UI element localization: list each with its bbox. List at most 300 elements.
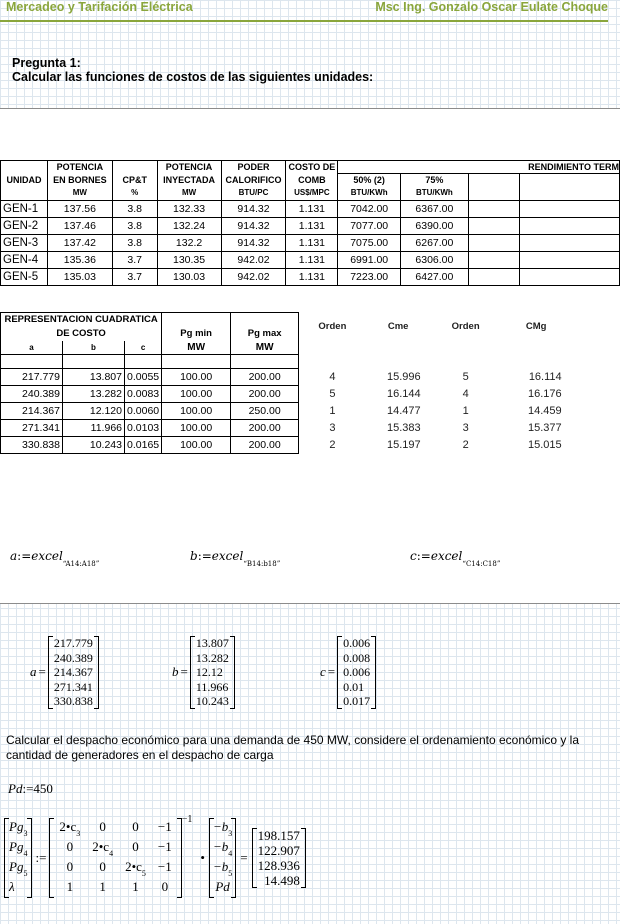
unit-name: GEN-4: [1, 252, 48, 269]
coef-cell: [53, 858, 86, 878]
def-b-op: :=: [197, 549, 212, 563]
unit-cell: 914.32: [221, 201, 286, 218]
rhs-cell: [213, 878, 232, 898]
cost-cell: 16.114: [528, 370, 562, 383]
vector-c-label: c: [320, 664, 326, 680]
table-row: [1, 386, 572, 403]
cost-cell: 16.144: [386, 387, 421, 400]
coef-cell: [86, 858, 119, 878]
cost-cell: 217.779: [1, 369, 63, 386]
coef-text: 1: [99, 879, 106, 894]
unit-cell: 6367.00: [401, 201, 469, 218]
unit-cell: 1.131: [286, 201, 338, 218]
th-cmg: CMg: [525, 320, 547, 332]
lhs-row: [9, 838, 27, 858]
th-pgmax: [231, 313, 299, 342]
excel-embed[interactable]: [0, 108, 620, 604]
table-row: [1, 269, 620, 286]
header-author: Msc Ing. Gonzalo Oscar Eulate Choque: [375, 0, 608, 14]
empty-cell: [468, 218, 519, 235]
vector-b-value: 11.966: [195, 679, 229, 694]
th-a: a: [1, 341, 63, 355]
rhs-row: [213, 818, 232, 838]
lhs-row: [9, 878, 27, 898]
cost-cell: 15.015: [527, 438, 562, 451]
cost-cell: 3: [329, 421, 336, 434]
lhs-cell: [9, 878, 27, 898]
rhs-text: −b: [212, 839, 229, 854]
cost-cell: 5: [462, 370, 469, 383]
unit-name: GEN-2: [1, 218, 48, 235]
unit-cell: 137.46: [47, 218, 112, 235]
spacer-cell: [162, 355, 231, 369]
cost-cell: 2: [329, 438, 336, 451]
coef-cell: [53, 878, 86, 898]
units-table: [0, 160, 620, 286]
th-empty: [299, 341, 366, 355]
vector-b: [172, 636, 235, 709]
cost-cell: 250.00: [231, 403, 299, 420]
result-value: 198.157: [257, 828, 300, 843]
th-potencia-iny-1: POTENCIA: [157, 161, 221, 174]
empty-cell: [520, 218, 620, 235]
coef-text: 0: [99, 819, 106, 834]
unit-cell: 130.35: [157, 252, 221, 269]
th-mw-max: MW: [231, 341, 299, 355]
th-empty: [520, 174, 620, 187]
unit-cell: 3.7: [112, 269, 157, 286]
def-c-fn: excel: [430, 549, 463, 563]
lhs-base: λ: [9, 879, 15, 894]
coef-row: [53, 858, 177, 878]
spacer-row: [1, 355, 572, 369]
table-row: [1, 403, 572, 420]
th-empty: [501, 341, 572, 355]
vector-a-value: 271.341: [53, 679, 93, 694]
th-cpt: CP&T: [112, 174, 157, 187]
question-subtitle: Calcular las funciones de costos de las siguientes unidades:: [12, 70, 374, 84]
coef-cell: [119, 878, 152, 898]
unit-cell: 135.03: [47, 269, 112, 286]
lhs-base: Pg: [9, 839, 24, 854]
cost-cell: 14.459: [527, 404, 562, 417]
vector-c-value: 0.017: [343, 694, 371, 708]
unit-cell: 3.7: [112, 252, 157, 269]
unit-cell: 914.32: [221, 235, 286, 252]
coef-text: −1: [157, 819, 172, 834]
unit-cell: 130.03: [157, 269, 221, 286]
coef-cell: [86, 878, 119, 898]
coef-text: 2•c: [59, 819, 77, 834]
cost-cell: 10.243: [63, 437, 125, 454]
th-pgmin-label: Pg min: [180, 328, 212, 339]
unit-cell: 3.8: [112, 218, 157, 235]
unit-cell: 132.2: [157, 235, 221, 252]
table-row: [1, 369, 572, 386]
table-row: [1, 218, 620, 235]
cost-cell: 15.383: [386, 421, 421, 434]
th-potencia-bornes-2: EN BORNES: [47, 174, 112, 187]
result-value: 14.498: [264, 873, 300, 888]
coef-text: 2•c: [92, 839, 110, 854]
lhs-sub: 5: [23, 869, 28, 878]
th-unit-mw: MW: [47, 186, 112, 201]
coef-cell: [119, 818, 152, 838]
cost-title-1: REPRESENTACION CUADRATICA: [1, 313, 162, 328]
cost-cell: 11.966: [63, 420, 125, 437]
def-a-lhs: a: [10, 549, 18, 563]
th-unit-mw: MW: [157, 186, 221, 201]
empty-cell: [468, 235, 519, 252]
result-vector: [252, 828, 306, 888]
lhs-row: [9, 818, 27, 838]
th-unit-btukwh: BTU/KWh: [401, 186, 469, 201]
solution-lhs-vector: [4, 818, 32, 898]
cost-cell: 13.282: [63, 386, 125, 403]
cost-cell: 200.00: [231, 369, 299, 386]
vector-c-matrix: [337, 636, 376, 709]
cost-cell: 1: [329, 404, 336, 417]
vector-c-value: 0.01: [343, 679, 365, 694]
th-mw-min: MW: [162, 341, 231, 355]
unit-cell: 1.131: [286, 235, 338, 252]
rhs-sub: 5: [228, 869, 233, 878]
th-pgmax-label: Pg max: [247, 328, 282, 339]
rhs-row: [213, 858, 232, 878]
th-rendimiento: RENDIMIENTO TERM: [338, 161, 620, 174]
th-costo-2: COMB: [286, 174, 338, 187]
lhs-sub: 3: [23, 829, 28, 838]
vector-a-value: 240.389: [53, 650, 93, 665]
lhs-cell: [9, 838, 27, 858]
th-rend-75: 75%: [401, 174, 469, 187]
th-rend-50: 50% (2): [338, 174, 401, 187]
coef-cell: [53, 818, 86, 838]
rhs-sub: 4: [228, 849, 233, 858]
coef-sub: 4: [109, 849, 114, 858]
excel-def-a: [10, 549, 100, 568]
th-empty: [520, 186, 620, 201]
th-unidad: UNIDAD: [1, 174, 48, 187]
cost-cell: 0.0060: [125, 403, 162, 420]
unit-cell: 914.32: [221, 218, 286, 235]
spacer-cell: [63, 355, 125, 369]
unit-cell: 132.24: [157, 218, 221, 235]
unit-cell: 7077.00: [338, 218, 401, 235]
cost-cell: 4: [462, 387, 469, 400]
coef-cell: [152, 818, 178, 838]
coef-table: [53, 818, 177, 898]
th-empty: [366, 341, 431, 355]
vector-b-value: 10.243: [195, 694, 229, 708]
unit-cell: 6427.00: [401, 269, 469, 286]
def-c-op: :=: [416, 549, 431, 563]
cost-cell: 214.367: [1, 403, 63, 420]
unit-cell: 6267.00: [401, 235, 469, 252]
th-c: c: [125, 341, 162, 355]
cost-cell: 0.0103: [125, 420, 162, 437]
vector-b-label: b: [172, 664, 179, 680]
coef-row: [53, 838, 177, 858]
th-orden-1: Orden: [318, 320, 347, 332]
coef-cell: [152, 838, 178, 858]
cost-cell: 200.00: [231, 437, 299, 454]
cost-cell: 200.00: [231, 386, 299, 403]
empty-cell: [468, 269, 519, 286]
coef-sub: 3: [76, 829, 81, 838]
coef-text: 2•c: [125, 859, 142, 874]
unit-cell: 942.02: [221, 252, 286, 269]
cost-cell: 12.120: [63, 403, 125, 420]
empty-cell: [520, 252, 620, 269]
th-empty: [468, 186, 519, 201]
coef-text: 1: [66, 879, 74, 894]
solution-assign: :=: [35, 850, 47, 865]
coefficient-matrix: [49, 818, 181, 898]
solution-equation: [4, 814, 306, 898]
vector-a-value: 217.779: [53, 636, 93, 650]
lhs-cell: [9, 818, 27, 838]
cost-cell: 100.00: [162, 386, 231, 403]
coef-text: 0: [161, 879, 169, 894]
coef-row: [53, 818, 177, 838]
empty-cell: [520, 269, 620, 286]
vector-a-label: a: [30, 664, 37, 680]
vector-b-value: 13.282: [195, 650, 229, 665]
th-unit-btukwh: BTU/KWh: [338, 186, 401, 201]
unit-cell: 7042.00: [338, 201, 401, 218]
th-potencia-bornes-1: POTENCIA: [47, 161, 112, 174]
th-empty: [468, 174, 519, 187]
cost-title-2: DE COSTO: [1, 327, 162, 341]
cost-cell: 15.996: [386, 370, 421, 383]
empty-cell: [520, 235, 620, 252]
coef-cell: [119, 858, 152, 878]
pd-value: 450: [33, 781, 53, 796]
th-empty: [1, 161, 48, 174]
unit-cell: 1.131: [286, 218, 338, 235]
cost-cell: 5: [329, 387, 336, 400]
rhs-vector: [209, 818, 236, 898]
unit-cell: 1.131: [286, 269, 338, 286]
th-poder-2: CALORIFICO: [221, 174, 286, 187]
th-unit-btupc: BTU/PC: [221, 186, 286, 201]
table-row: [1, 420, 572, 437]
th-unit-pct: %: [112, 186, 157, 201]
unit-cell: 6390.00: [401, 218, 469, 235]
coef-cell: [86, 818, 119, 838]
coef-text: −1: [157, 839, 172, 854]
result-value: 128.936: [257, 858, 300, 873]
unit-cell: 132.33: [157, 201, 221, 218]
vector-a-matrix: [48, 636, 99, 709]
result-value: 122.907: [257, 843, 300, 858]
th-b: b: [63, 341, 125, 355]
cost-cell: 3: [462, 421, 469, 434]
vector-b-matrix: [190, 636, 235, 709]
lhs-cell: [9, 858, 27, 878]
unit-cell: 3.8: [112, 235, 157, 252]
coef-row: [53, 878, 177, 898]
rhs-table: [213, 818, 232, 898]
vector-a-eq: =: [38, 664, 46, 680]
vector-b-value: 12.12: [195, 665, 223, 679]
unit-cell: 137.42: [47, 235, 112, 252]
coef-text: 0: [66, 839, 74, 854]
coef-text: 1: [132, 879, 139, 894]
cost-cell: 0.0083: [125, 386, 162, 403]
th-empty: [431, 341, 501, 355]
rhs-text: Pd: [215, 879, 230, 894]
def-b-lhs: b: [190, 549, 198, 563]
coef-cell: [152, 878, 178, 898]
lhs-base: Pg: [9, 819, 24, 834]
coef-text: 0: [66, 859, 74, 874]
def-c-range: “C14:C18”: [462, 560, 501, 568]
vector-a: [30, 636, 99, 709]
unit-cell: 6991.00: [338, 252, 401, 269]
def-a-fn: excel: [31, 549, 63, 563]
table-row: [1, 437, 572, 454]
cost-cell: 13.807: [63, 369, 125, 386]
dot-operator: •: [200, 850, 205, 865]
header-title: Mercadeo y Tarifación Eléctrica: [6, 0, 193, 14]
cost-cell: 2: [462, 438, 469, 451]
def-a-op: :=: [17, 549, 32, 563]
question-title: Pregunta 1:: [12, 56, 81, 70]
cost-cell: 4: [329, 370, 336, 383]
rhs-cell: [213, 818, 232, 838]
cost-cell: 100.00: [162, 369, 231, 386]
vector-a-value: 330.838: [53, 694, 93, 708]
rhs-sub: 3: [228, 829, 233, 838]
coef-cell: [152, 858, 178, 878]
lhs-base: Pg: [9, 859, 24, 874]
cost-cell: 0.0165: [125, 437, 162, 454]
vector-c-eq: =: [327, 664, 336, 680]
vector-b-eq: =: [180, 664, 188, 680]
vector-c-value: 0.006: [343, 636, 371, 650]
vector-c-value: 0.006: [343, 665, 371, 679]
unit-name: GEN-5: [1, 269, 48, 286]
spacer-cell: [366, 355, 431, 369]
coef-cell: [86, 838, 119, 858]
spacer-cell: [231, 355, 299, 369]
spacer-cell: [431, 355, 501, 369]
cost-cell: 0.0055: [125, 369, 162, 386]
inverse-exponent: −1: [181, 814, 193, 825]
vector-b-value: 13.807: [195, 636, 229, 650]
th-poder-1: PODER: [221, 161, 286, 174]
coef-sub: 5: [141, 869, 146, 878]
rhs-cell: [213, 838, 232, 858]
coef-text: −1: [157, 859, 172, 874]
rhs-row: [213, 838, 232, 858]
pd-lhs: Pd: [8, 781, 23, 796]
cost-cell: 16.176: [527, 387, 562, 400]
cost-cell: 14.477: [386, 404, 421, 417]
th-pgmin: [162, 313, 231, 342]
cost-cell: 200.00: [231, 420, 299, 437]
spacer-cell: [1, 355, 63, 369]
empty-cell: [520, 201, 620, 218]
cost-table: [0, 312, 572, 454]
header-divider: [0, 20, 608, 22]
spacer-cell: [125, 355, 162, 369]
th-potencia-iny-2: INYECTADA: [157, 174, 221, 187]
def-a-range: “A14:A18”: [62, 560, 100, 568]
cost-cell: 330.838: [1, 437, 63, 454]
unit-cell: 7223.00: [338, 269, 401, 286]
cost-cell: 100.00: [162, 420, 231, 437]
dispatch-instructions: Calcular el despacho económico para una demanda de 450 MW, considere el ordenamiento económico y la cantidad de generadores en el despacho de carga: [6, 733, 580, 762]
vector-c-value: 0.008: [343, 650, 371, 665]
unit-cell: 135.36: [47, 252, 112, 269]
cost-cell: 15.377: [527, 421, 562, 434]
coef-text: 0: [132, 819, 139, 834]
lhs-sub: 4: [23, 849, 28, 858]
table-row: [1, 235, 620, 252]
th-costo-1: COSTO DE: [286, 161, 338, 174]
table-row: [1, 201, 620, 218]
unit-cell: 3.8: [112, 201, 157, 218]
rhs-text: −b: [212, 859, 229, 874]
result-eq: =: [240, 850, 248, 865]
empty-cell: [468, 252, 519, 269]
vector-a-value: 214.367: [53, 665, 93, 679]
lhs-row: [9, 858, 27, 878]
table-row: [1, 252, 620, 269]
pd-definition: [8, 781, 53, 797]
def-c-lhs: c: [410, 549, 417, 563]
unit-cell: 942.02: [221, 269, 286, 286]
th-cme: Cme: [387, 320, 409, 332]
coef-text: 0: [132, 839, 139, 854]
unit-cell: 7075.00: [338, 235, 401, 252]
unit-cell: 137.56: [47, 201, 112, 218]
excel-def-b: [190, 549, 281, 568]
th-unit-usmpc: US$/MPC: [286, 186, 338, 201]
pd-op: :=: [22, 781, 34, 796]
coef-cell: [53, 838, 86, 858]
rhs-text: −b: [212, 819, 229, 834]
coef-cell: [119, 838, 152, 858]
cost-cell: 1: [462, 404, 469, 417]
coef-text: 0: [99, 859, 106, 874]
unit-cell: 6306.00: [401, 252, 469, 269]
spacer-cell: [501, 355, 572, 369]
cost-cell: 100.00: [162, 403, 231, 420]
vector-c: [320, 636, 376, 709]
spacer-cell: [299, 355, 366, 369]
unit-cell: 1.131: [286, 252, 338, 269]
lhs-table: [9, 818, 27, 898]
th-empty: [1, 186, 48, 201]
def-b-range: “B14:b18”: [243, 560, 281, 568]
cost-cell: 100.00: [162, 437, 231, 454]
empty-cell: [468, 201, 519, 218]
th-empty: [112, 161, 157, 174]
def-b-fn: excel: [211, 549, 244, 563]
cost-cell: 240.389: [1, 386, 63, 403]
excel-def-c: [410, 549, 501, 568]
unit-name: GEN-1: [1, 201, 48, 218]
cost-cell: 15.197: [386, 438, 421, 451]
rhs-cell: [213, 858, 232, 878]
rhs-row: [213, 878, 232, 898]
unit-name: GEN-3: [1, 235, 48, 252]
cost-cell: 271.341: [1, 420, 63, 437]
